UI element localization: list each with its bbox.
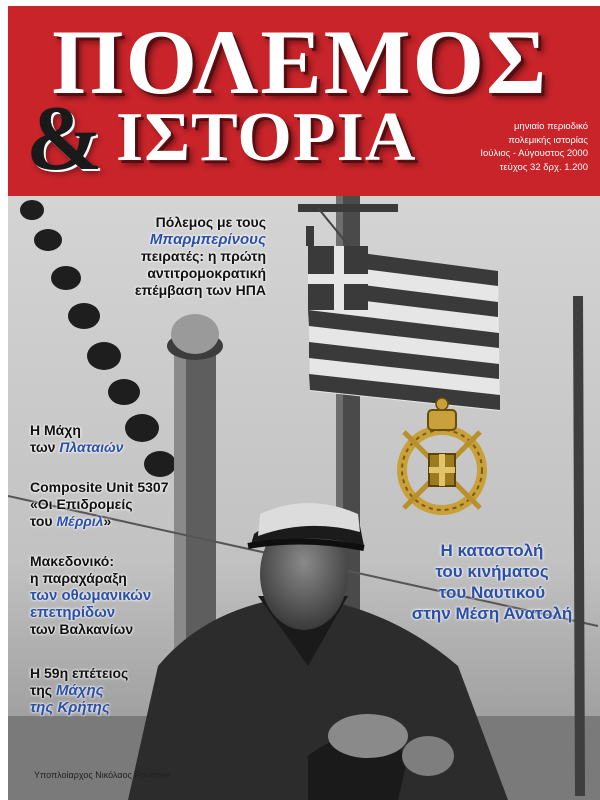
headline-highlight: των οθωμανικών <box>30 587 152 604</box>
headline-text: των <box>30 439 60 455</box>
headline-line <box>30 439 123 456</box>
title-polemos: ΠΟΛΕΜΟΣ <box>52 11 549 113</box>
headline-line <box>30 682 128 699</box>
headline-barbary-pirates[interactable] <box>100 214 266 299</box>
headline-line: επέμβαση των ΗΠΑ <box>134 282 266 298</box>
headline-highlight: Μάχης <box>55 682 104 699</box>
headline-text: της <box>30 682 56 698</box>
headline-line: των Βαλκανίων <box>30 621 134 637</box>
issue-info <box>476 120 588 174</box>
headline-text: » <box>103 513 112 529</box>
headline-line: «Οι Επιδρομείς <box>30 496 133 512</box>
headline-line: πειρατές: η πρώτη <box>141 248 266 264</box>
headline-line: Composite Unit 5307 <box>30 479 169 495</box>
headline-macedonian[interactable] <box>30 553 151 638</box>
issue-info-line: τεύχος 32 δρχ. 1.200 <box>499 161 588 173</box>
issue-info-line: μηνιαίο περιοδικό <box>513 121 588 132</box>
headline-highlight: Μπαρμπερίνους <box>149 231 266 248</box>
feature-line: του Ναυτικού <box>438 583 546 602</box>
feature-line: στην Μέση Ανατολή <box>411 604 573 623</box>
headline-line: Η 59η επέτειος <box>30 665 129 681</box>
greek-flag <box>308 246 500 411</box>
headline-highlight: της Κρήτης <box>30 699 110 716</box>
feature-headline[interactable] <box>392 540 592 624</box>
headline-line <box>30 513 168 530</box>
headline-line: Μακεδονικό: <box>30 553 114 569</box>
photo-caption: Υποπλοίαρχος Νικόλαος Ρουσσεν <box>34 770 170 780</box>
headline-line: Πόλεμος με τους <box>155 214 266 230</box>
feature-line: του κινήματος <box>435 562 549 581</box>
headline-line: Η Μάχη <box>30 422 81 438</box>
title-ampersand: & <box>26 87 103 189</box>
headline-line: η παραχάραξη <box>30 570 127 586</box>
masthead <box>8 6 600 196</box>
headline-plataea[interactable] <box>30 422 123 456</box>
issue-info-line: πολεμικής ιστορίας <box>508 134 588 146</box>
headline-line: αντιτρομοκρατική <box>147 265 266 281</box>
headline-highlight: Πλαταιών <box>59 439 124 455</box>
headline-highlight: επετηρίδων <box>30 604 116 621</box>
headline-text: του <box>30 513 57 529</box>
feature-line: Η καταστολή <box>440 541 544 560</box>
headline-crete[interactable] <box>30 665 128 716</box>
issue-info-line: Ιούλιος - Αύγουστος 2000 <box>480 148 588 159</box>
headline-highlight: Μέρριλ <box>56 513 104 529</box>
title-istoria: ΙΣΤΟΡΙΑ <box>116 99 417 176</box>
headline-merrill[interactable] <box>30 479 168 530</box>
